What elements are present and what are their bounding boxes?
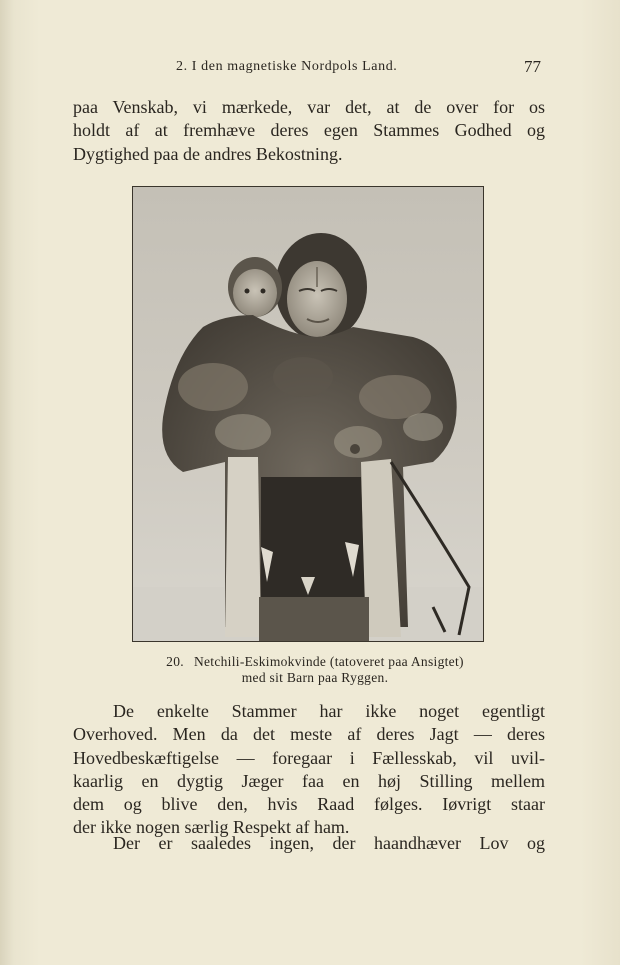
figure-number: 20. <box>166 654 184 669</box>
paragraph-2 <box>73 700 545 840</box>
paragraph-3 <box>73 832 545 855</box>
text-line: kaarlig en dygtig Jæger faa en høj Stilling mellem <box>73 770 545 791</box>
photograph-image <box>133 187 483 641</box>
paragraph-1 <box>73 96 545 166</box>
text-line: De enkelte Stammer har ikke noget egentligt <box>113 701 545 721</box>
text-line: paa Venskab, vi mærkede, var det, at de over for os <box>73 97 545 117</box>
running-head: 2. I den magnetiske Nordpols Land. <box>176 59 398 74</box>
page-header <box>72 57 544 79</box>
text-line: holdt af at fremhæve deres egen Stammes Godhed og <box>73 120 545 141</box>
text-line: der ikke nogen særlig Respekt af ham. <box>73 817 350 838</box>
caption-line-1 <box>120 654 510 670</box>
text-line: Overhoved. Men da det meste af deres Jagt — deres <box>73 724 545 745</box>
text-line: Dygtighed paa de andres Bekostning. <box>73 143 343 164</box>
caption-text-1: Netchili-Eskimokvinde (tatoveret paa Ansigtet) <box>193 654 464 669</box>
text-line: Hovedbeskæftigelse — foregaar i Fællesskab, vil uvil- <box>73 747 545 768</box>
text-line: dem og blive den, hvis Raad følges. Iøvrigt staar <box>73 794 545 815</box>
text-line: Der er saaledes ingen, der haandhæver Lov og <box>113 833 545 853</box>
page-number: 77 <box>524 57 541 76</box>
figure-caption <box>120 654 510 686</box>
caption-text-2: med sit Barn paa Ryggen. <box>241 670 389 685</box>
figure-photograph <box>132 186 484 642</box>
